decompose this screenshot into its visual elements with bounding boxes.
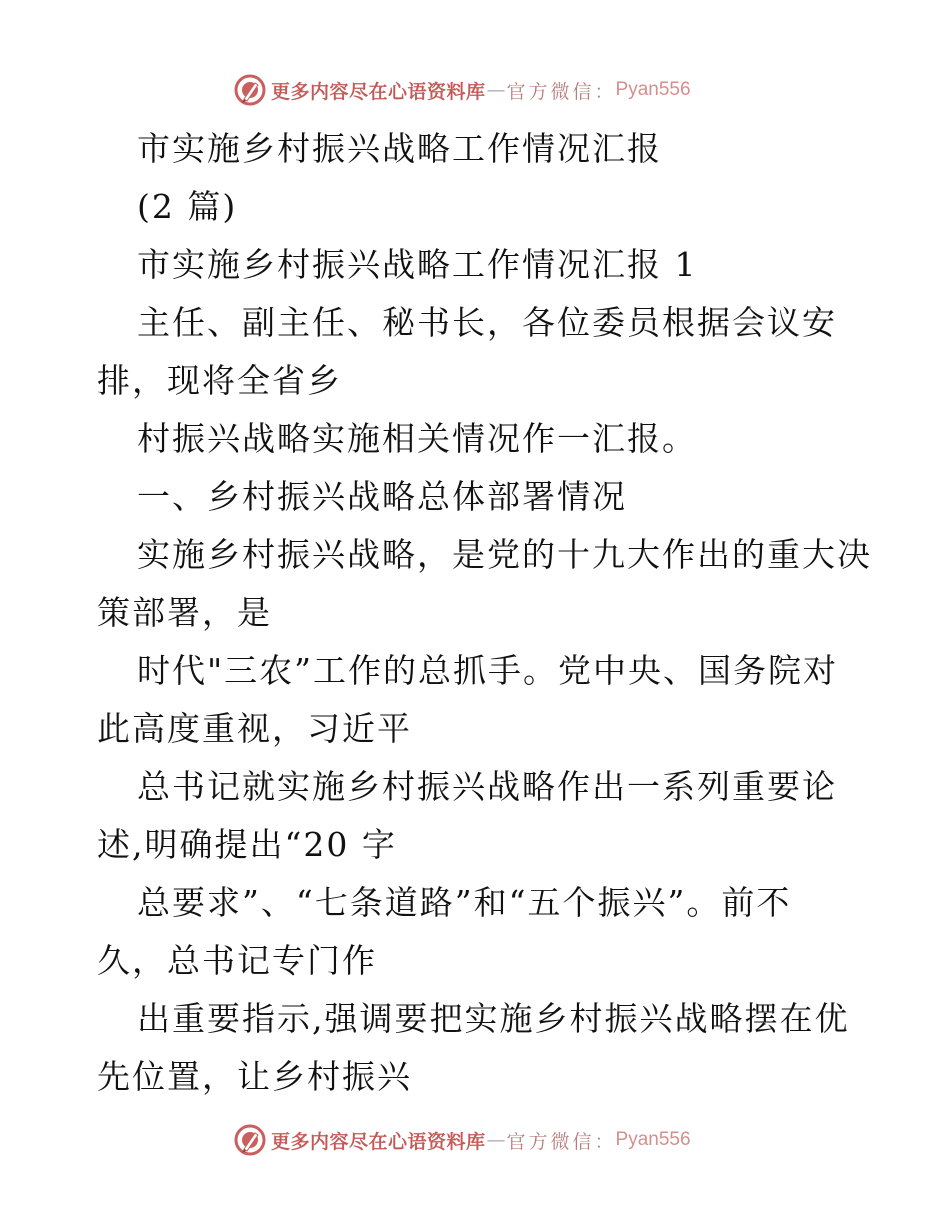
document-subtitle: (2 篇) xyxy=(137,187,238,226)
header-watermark xyxy=(233,70,733,110)
watermark-official-label: 官方微信 xyxy=(506,1130,595,1153)
paragraph-line: 先位置，让乡村振兴 xyxy=(97,1057,412,1096)
document-title: 市实施乡村振兴战略工作情况汇报 xyxy=(137,129,662,168)
watermark-dash: — xyxy=(486,79,506,101)
paragraph-line: 实施乡村振兴战略，是党的十九大作出的重大决 xyxy=(137,535,872,574)
paragraph-line: 主任、副主任、秘书长，各位委员根据会议安 xyxy=(137,303,837,342)
watermark-official-label: 官方微信 xyxy=(506,80,595,103)
paragraph-line: 出重要指示,强调要把实施乡村振兴战略摆在优 xyxy=(137,999,850,1038)
paragraph-line: 排，现将全省乡 xyxy=(97,361,342,400)
watermark-colon: ： xyxy=(594,80,614,103)
paragraph-line: 策部署，是 xyxy=(97,593,272,632)
paragraph-line: 总要求”、“七条道路”和“五个振兴”。前不 xyxy=(137,883,792,922)
watermark-wechat-id: Pyan556 xyxy=(615,79,691,100)
pen-logo-icon xyxy=(233,73,267,107)
paragraph-line: 总书记就实施乡村振兴战略作出一系列重要论 xyxy=(137,767,837,806)
document-body xyxy=(97,120,872,1106)
section-title: 市实施乡村振兴战略工作情况汇报 1 xyxy=(137,245,698,284)
paragraph-line: 此高度重视，习近平 xyxy=(97,709,412,748)
watermark-dash: — xyxy=(486,1129,506,1151)
watermark-wechat-id: Pyan556 xyxy=(615,1129,691,1150)
paragraph-line: 久，总书记专门作 xyxy=(97,941,377,980)
watermark-colon: ： xyxy=(594,1130,614,1153)
pen-logo-icon xyxy=(233,1123,267,1157)
section-heading: 一、乡村振兴战略总体部署情况 xyxy=(137,477,627,516)
watermark-main-text: 更多内容尽在心语资料库 xyxy=(271,1130,486,1153)
watermark-main-text: 更多内容尽在心语资料库 xyxy=(271,80,486,103)
paragraph-line: 村振兴战略实施相关情况作一汇报。 xyxy=(137,419,697,458)
footer-watermark xyxy=(233,1120,733,1160)
paragraph-line: 时代"三农”工作的总抓手。党中央、国务院对 xyxy=(137,651,839,690)
paragraph-line: 述,明确提出“20 字 xyxy=(97,825,397,864)
